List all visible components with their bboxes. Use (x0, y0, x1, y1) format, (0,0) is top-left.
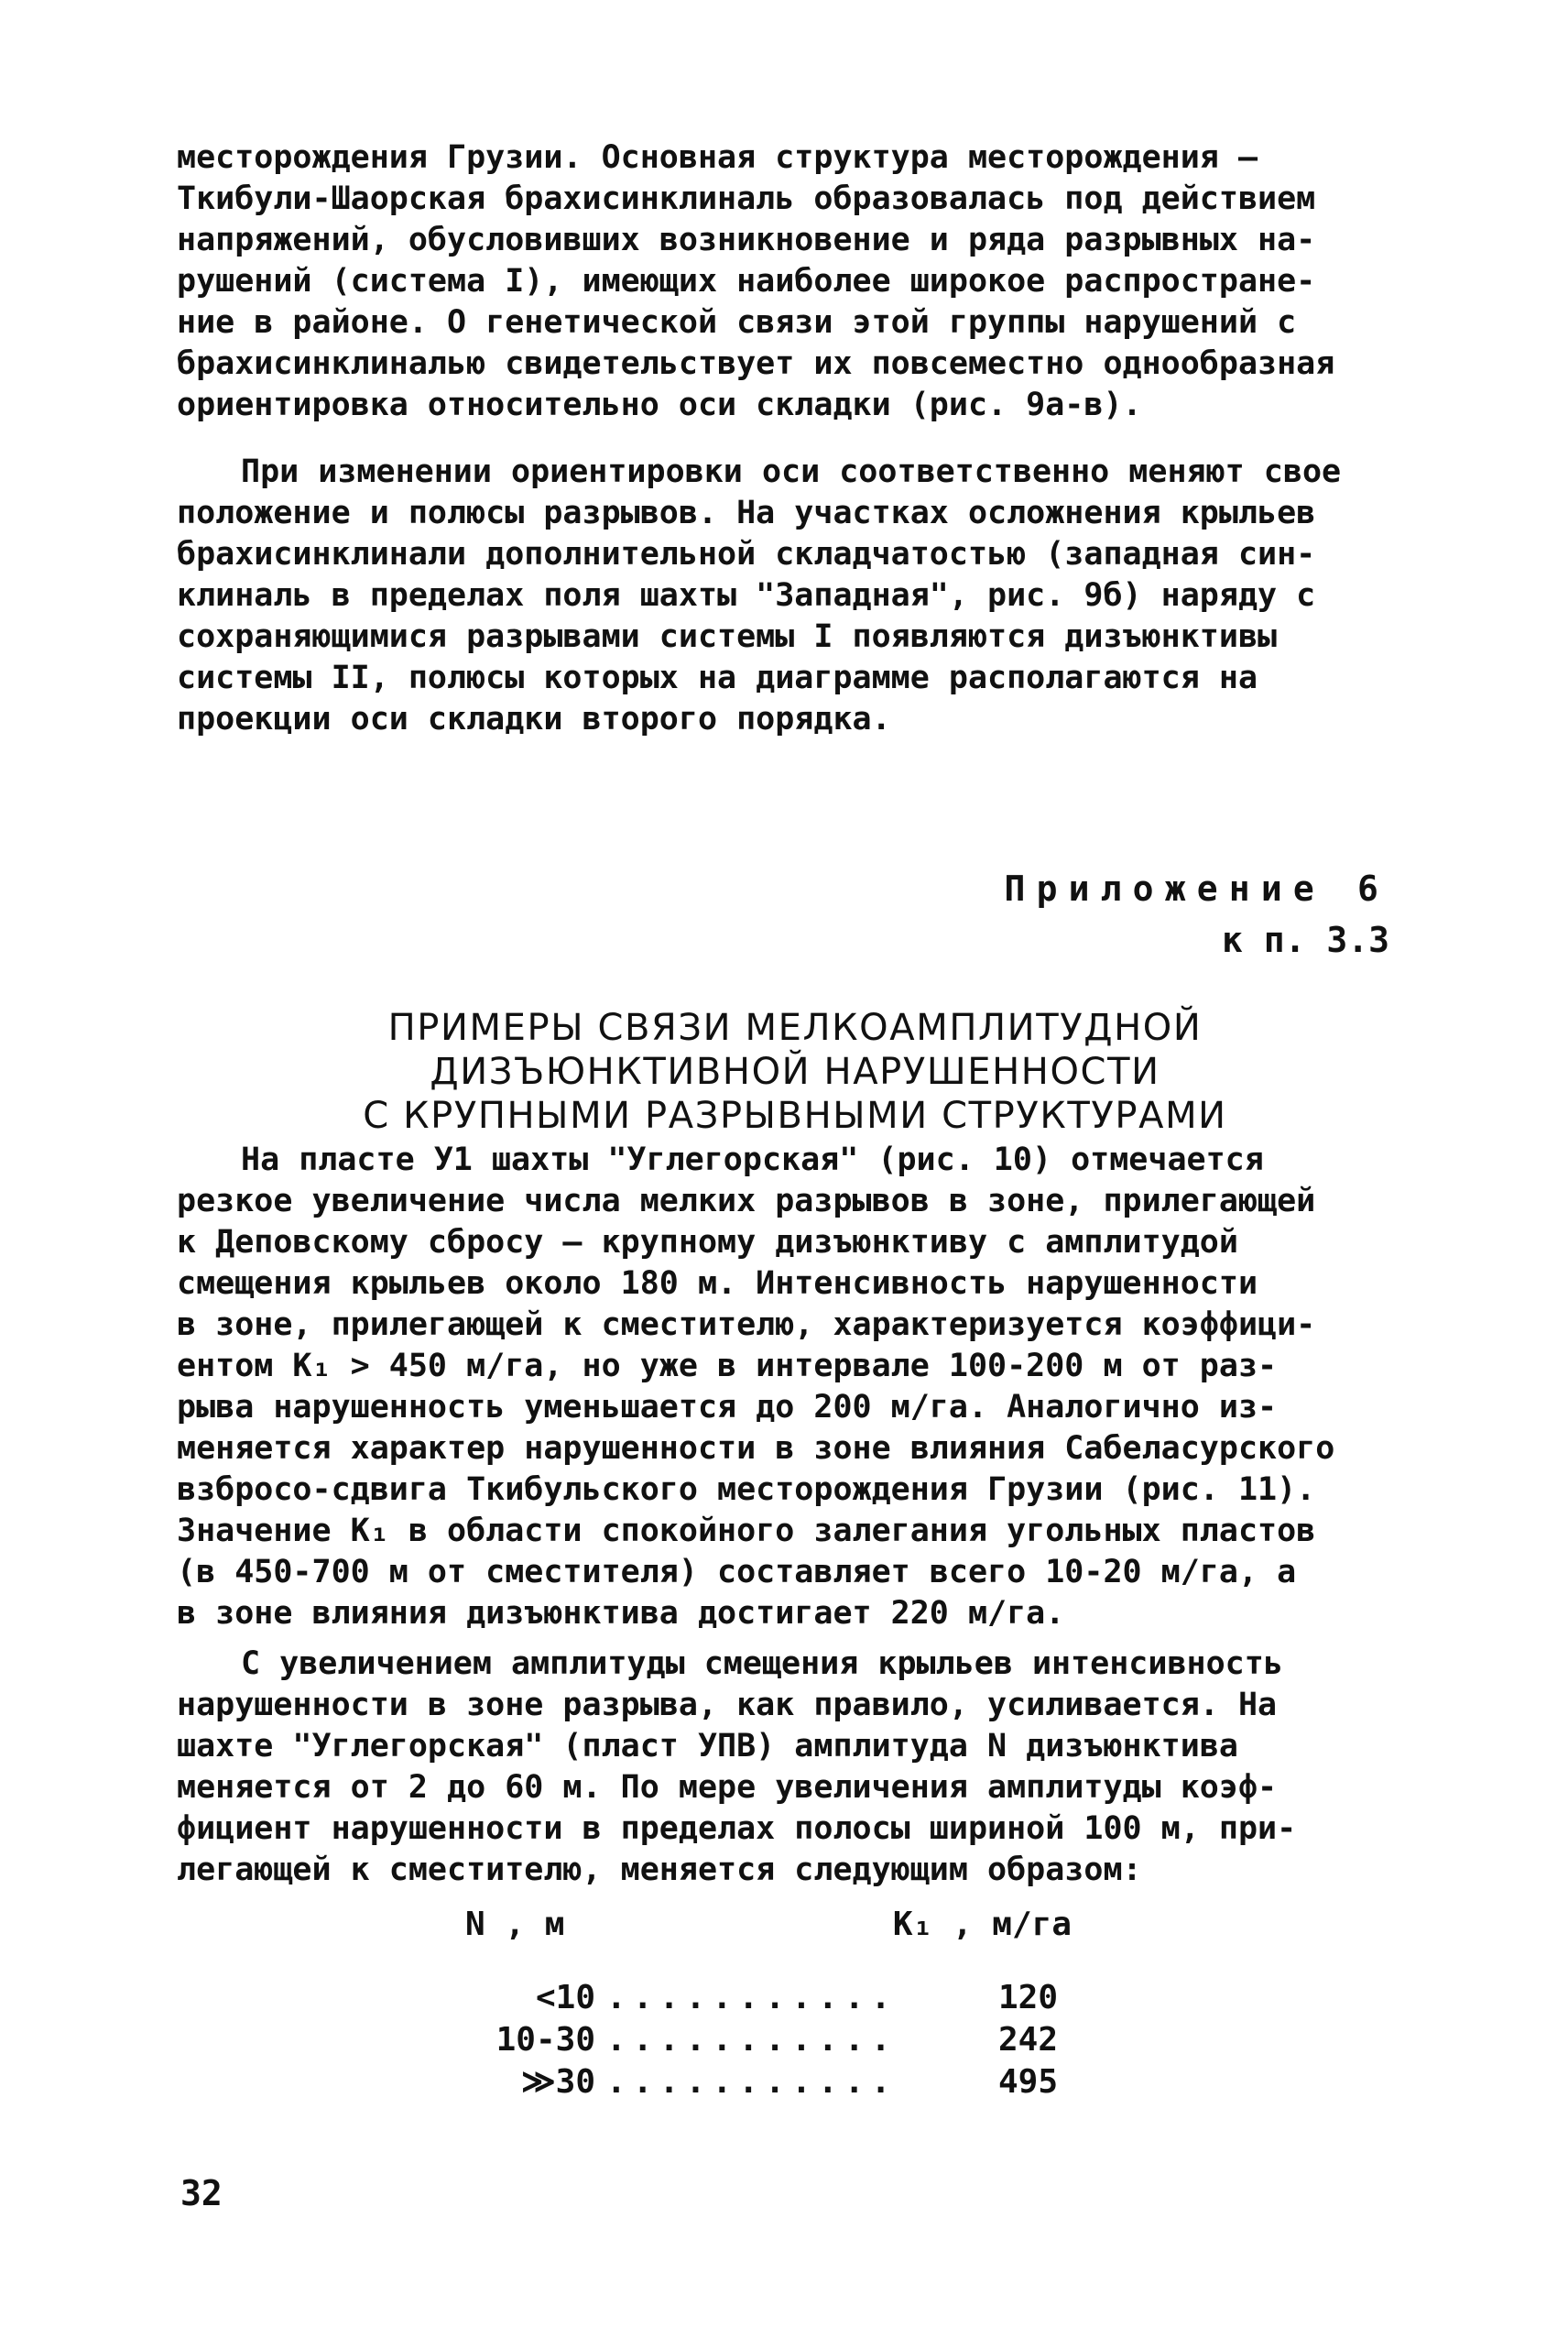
amplitude-cell: ≫30 (520, 2063, 595, 2101)
paragraph-3 (177, 1140, 1413, 1634)
text-line: нарушенности в зоне разрыва, как правило, усиливается. На (177, 1687, 1278, 1723)
text-line: рыва нарушенность уменьшается до 200 м/га. Аналогично из- (177, 1389, 1278, 1426)
text-line: При изменении ориентировки оси соответственно меняют свое (241, 453, 1342, 490)
text-line: меняется характер нарушенности в зоне влияния Сабеласурского (177, 1430, 1335, 1467)
text-line: месторождения Грузии. Основная структура месторождения – (177, 139, 1258, 176)
column-header-n: N , м (465, 1906, 565, 1943)
table-row (458, 2061, 1099, 2103)
text-line: Значение К₁ в области спокойного залегания угольных пластов (177, 1513, 1316, 1549)
text-line: рушений (система I), имеющих наиболее широкое распростране- (177, 263, 1316, 300)
text-line: резкое увеличение числа мелких разрывов в зоне, прилегающей (177, 1183, 1316, 1219)
text-line: меняется от 2 до 60 м. По мере увеличения амплитуды коэф- (177, 1769, 1278, 1806)
heading-line: ПРИМЕРЫ СВЯЗИ МЕЛКОАМПЛИТУДНОЙ (387, 1007, 1203, 1049)
text-line: ентом К₁ > 450 м/га, но уже в интервале 100-200 м от раз- (177, 1348, 1278, 1384)
text-line: взбросо-сдвига Ткибульского месторождения Грузии (рис. 11). (177, 1471, 1316, 1508)
paragraph-2 (177, 452, 1413, 740)
amplitude-table (458, 1904, 1099, 2103)
text-line: брахисинклинали дополнительной складчатостью (западная син- (177, 536, 1316, 573)
column-header-k: К₁ , м/га (892, 1906, 1072, 1943)
appendix-label (1005, 863, 1389, 966)
coefficient-cell: 495 (998, 2063, 1059, 2101)
amplitude-cell: 10-30 (495, 2021, 595, 2059)
section-heading (177, 1006, 1413, 1138)
dot-leader: ........... (606, 1979, 898, 2016)
table-row (458, 2019, 1099, 2061)
heading-line: С КРУПНЫМИ РАЗРЫВНЫМИ СТРУКТУРАМИ (363, 1095, 1227, 1137)
page-number: 32 (180, 2173, 223, 2213)
text-line: ориентировка относительно оси складки (рис. 9а-в). (177, 387, 1142, 423)
text-line: системы II, полюсы которых на диаграмме располагаются на (177, 660, 1258, 696)
text-line: брахисинклиналью свидетельствует их повсеместно однообразная (177, 345, 1335, 382)
table-row (458, 1977, 1099, 2019)
appendix-title: Приложение 6 (1004, 869, 1389, 909)
text-line: проекции оси складки второго порядка. (177, 701, 891, 737)
text-line: На пласте У1 шахты "Углегорская" (рис. 10) отмечается (241, 1142, 1264, 1178)
coefficient-cell: 242 (998, 2021, 1059, 2059)
amplitude-cell: <10 (535, 1979, 595, 2016)
dot-leader: ........... (606, 2063, 898, 2101)
text-line: сохраняющимися разрывами системы I появляются дизъюнктивы (177, 618, 1278, 655)
text-line: в зоне, прилегающей к сместителю, характеризуется коэффици- (177, 1306, 1316, 1343)
text-line: к Деповскому сбросу – крупному дизъюнктиву с амплитудой (177, 1224, 1238, 1261)
heading-line: ДИЗЪЮНКТИВНОЙ НАРУШЕННОСТИ (430, 1051, 1160, 1093)
text-line: в зоне влияния дизъюнктива достигает 220 м/га. (177, 1595, 1065, 1632)
appendix-reference: к п. 3.3 (1221, 920, 1389, 960)
text-line: фициент нарушенности в пределах полосы шириной 100 м, при- (177, 1810, 1297, 1847)
text-line: Ткибули-Шаорская брахисинклиналь образовалась под действием (177, 180, 1316, 217)
text-line: легающей к сместителю, меняется следующим образом: (177, 1852, 1142, 1888)
table-header (458, 1904, 1099, 1946)
text-line: шахте "Углегорская" (пласт УПВ) амплитуда N дизъюнктива (177, 1728, 1238, 1764)
text-line: ние в районе. О генетической связи этой группы нарушений с (177, 304, 1297, 341)
dot-leader: ........... (606, 2021, 898, 2059)
text-line: смещения крыльев около 180 м. Интенсивность нарушенности (177, 1265, 1258, 1302)
text-line: С увеличением амплитуды смещения крыльев интенсивность (241, 1645, 1283, 1682)
coefficient-cell: 120 (998, 1979, 1059, 2016)
text-line: клиналь в пределах поля шахты "Западная", рис. 9б) наряду с (177, 577, 1316, 614)
text-line: (в 450-700 м от сместителя) составляет всего 10-20 м/га, а (177, 1554, 1297, 1590)
paragraph-1 (177, 137, 1413, 426)
paragraph-4 (177, 1644, 1413, 1891)
text-line: напряжений, обусловивших возникновение и ряда разрывных на- (177, 222, 1316, 258)
text-line: положение и полюсы разрывов. На участках осложнения крыльев (177, 495, 1316, 531)
